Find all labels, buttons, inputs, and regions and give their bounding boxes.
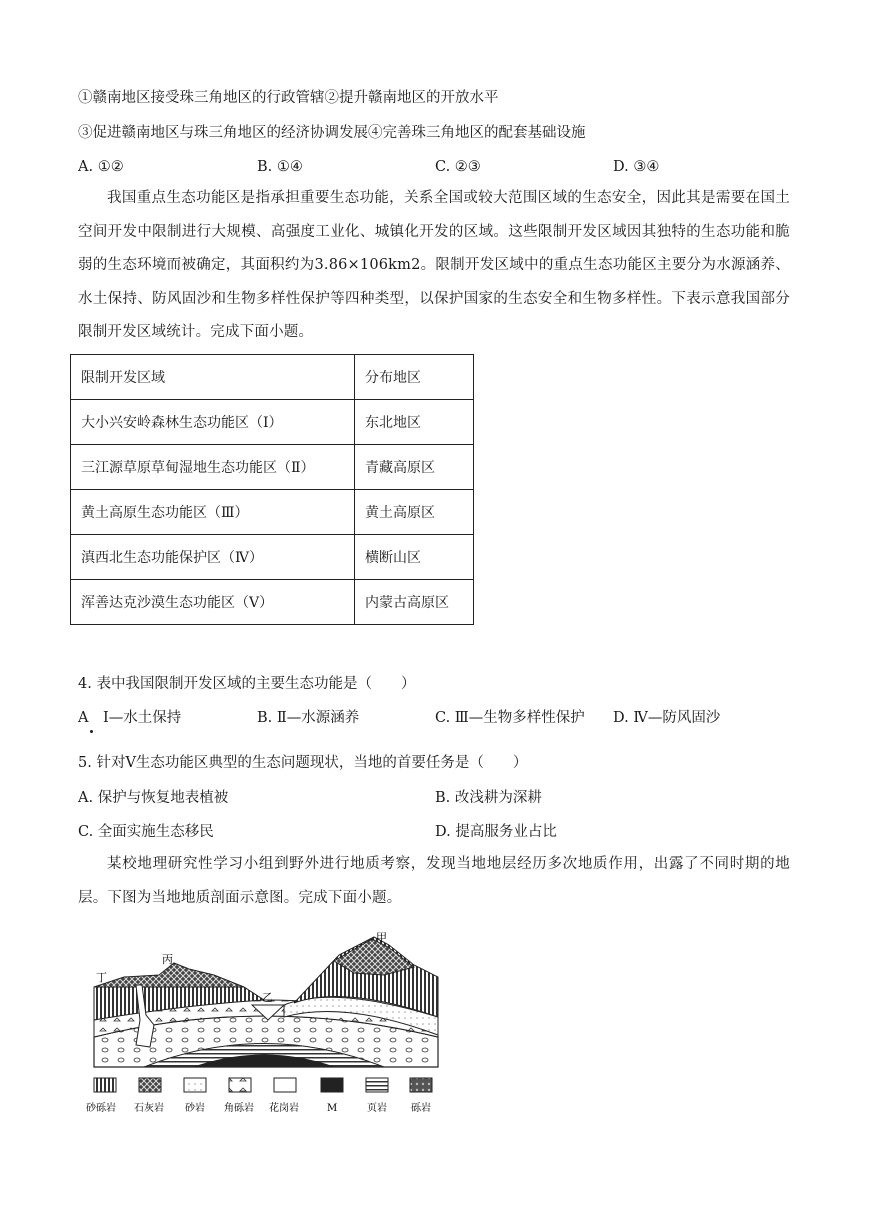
passage-geology-field-trip: 某校地理研究性学习小组到野外进行地质考察，发现当地地层经历多次地质作用，出露了不同时期的地层。下图为当地地质剖面示意图。完成下面小题。: [78, 856, 790, 906]
table-cell: 三江源草原草甸湿地生态功能区（Ⅱ）: [71, 445, 355, 490]
table-cell: 浑善达克沙漠生态功能区（Ⅴ）: [71, 580, 355, 625]
legend-swatch: [94, 1078, 116, 1092]
legend-label: 砂岩: [185, 1103, 205, 1114]
table-header-cell: 分布地区: [355, 355, 474, 400]
table-row: [71, 445, 474, 490]
table-cell: 内蒙古高原区: [355, 580, 474, 625]
table-row: [71, 580, 474, 625]
table-cell: 东北地区: [355, 400, 474, 445]
legend-label: 砾岩: [411, 1103, 431, 1114]
legend-label: 花岗岩: [269, 1103, 299, 1114]
table-cell: 大小兴安岭森林生态功能区（Ⅰ）: [71, 400, 355, 445]
table-cell: 滇西北生态功能保护区（Ⅳ）: [71, 535, 355, 580]
question-5-stem: 5. 针对Ⅴ生态功能区典型的生态问题现状，当地的首要任务是（ ）: [78, 755, 528, 771]
label-jia: 甲: [376, 931, 387, 944]
legend-swatch: [410, 1078, 432, 1092]
label-yi: 乙: [262, 991, 273, 1004]
legend-swatch: [366, 1078, 388, 1092]
legend-label: 页岩: [367, 1103, 387, 1114]
passage-ecological-zones: 我国重点生态功能区是指承担重要生态功能，关系全国或较大范围区域的生态安全，因此其是需要在国土空间开发中限制进行大规模、高强度工业化、城镇化开发的区域。这些限制开发区域因其独特的生态功能和脆弱的生态环境而被确定，其面积约为3.86×106km2。限制开发区域中的重点生态功能区主要分为水源涵养、水土保持、防风固沙和生物多样性保护等四种类型，以保护国家的生态安全和生物多样性。下表示意我国部分限制开发区域统计。完成下面小题。: [78, 190, 790, 340]
table-cell: 黄土高原区: [355, 490, 474, 535]
q5-option-a[interactable]: A. 保护与恢复地表植被: [78, 790, 229, 806]
table-row: [71, 400, 474, 445]
label-bing: 丙: [162, 953, 173, 966]
legend-label: 角砾岩: [224, 1103, 254, 1114]
table-row: [71, 490, 474, 535]
q5-option-c[interactable]: C. 全面实施生态移民: [78, 824, 214, 840]
table-header-row: [71, 355, 474, 400]
statements-line-2: ③促进赣南地区与珠三角地区的经济协调发展④完善珠三角地区的配套基础设施: [78, 125, 586, 141]
restricted-zones-table: [70, 354, 474, 625]
prev-option-b: B. ①④: [257, 159, 303, 175]
q4-option-c[interactable]: C. Ⅲ—生物多样性保护: [435, 710, 585, 726]
statements-line-1: ①赣南地区接受珠三角地区的行政管辖②提升赣南地区的开放水平: [78, 90, 499, 106]
table-header-cell: 限制开发区域: [71, 355, 355, 400]
q4-option-a[interactable]: A Ⅰ—水土保持: [78, 710, 182, 726]
legend-label: M: [327, 1103, 338, 1114]
label-ding: 丁: [96, 971, 107, 984]
prev-option-d: D. ③④: [613, 159, 660, 175]
prev-option-c: C. ②③: [435, 159, 481, 175]
q4-option-b[interactable]: B. Ⅱ—水源涵养: [257, 710, 360, 726]
question-4-stem: 4. 表中我国限制开发区域的主要生态功能是（ ）: [78, 676, 416, 692]
q4-option-d[interactable]: D. Ⅳ—防风固沙: [613, 710, 721, 726]
legend-swatch: [321, 1078, 343, 1092]
geologic-cross-section-figure: [84, 925, 440, 1120]
table-cell: 横断山区: [355, 535, 474, 580]
legend-swatch: [139, 1078, 161, 1092]
table-row: [71, 535, 474, 580]
table-cell: 青藏高原区: [355, 445, 474, 490]
q5-option-d[interactable]: D. 提高服务业占比: [435, 824, 557, 840]
legend: [86, 1078, 432, 1114]
legend-label: 砂砾岩: [86, 1103, 116, 1114]
legend-swatch: [274, 1078, 296, 1092]
legend-swatch: [184, 1078, 206, 1092]
q5-option-b[interactable]: B. 改浅耕为深耕: [435, 790, 542, 806]
legend-swatch: [229, 1078, 251, 1092]
table-cell: 黄土高原生态功能区（Ⅲ）: [71, 490, 355, 535]
cross-section-svg: [84, 925, 440, 1120]
underdot-mark: [90, 730, 93, 733]
legend-label: 石灰岩: [134, 1103, 164, 1114]
prev-option-a: A. ①②: [78, 159, 124, 175]
